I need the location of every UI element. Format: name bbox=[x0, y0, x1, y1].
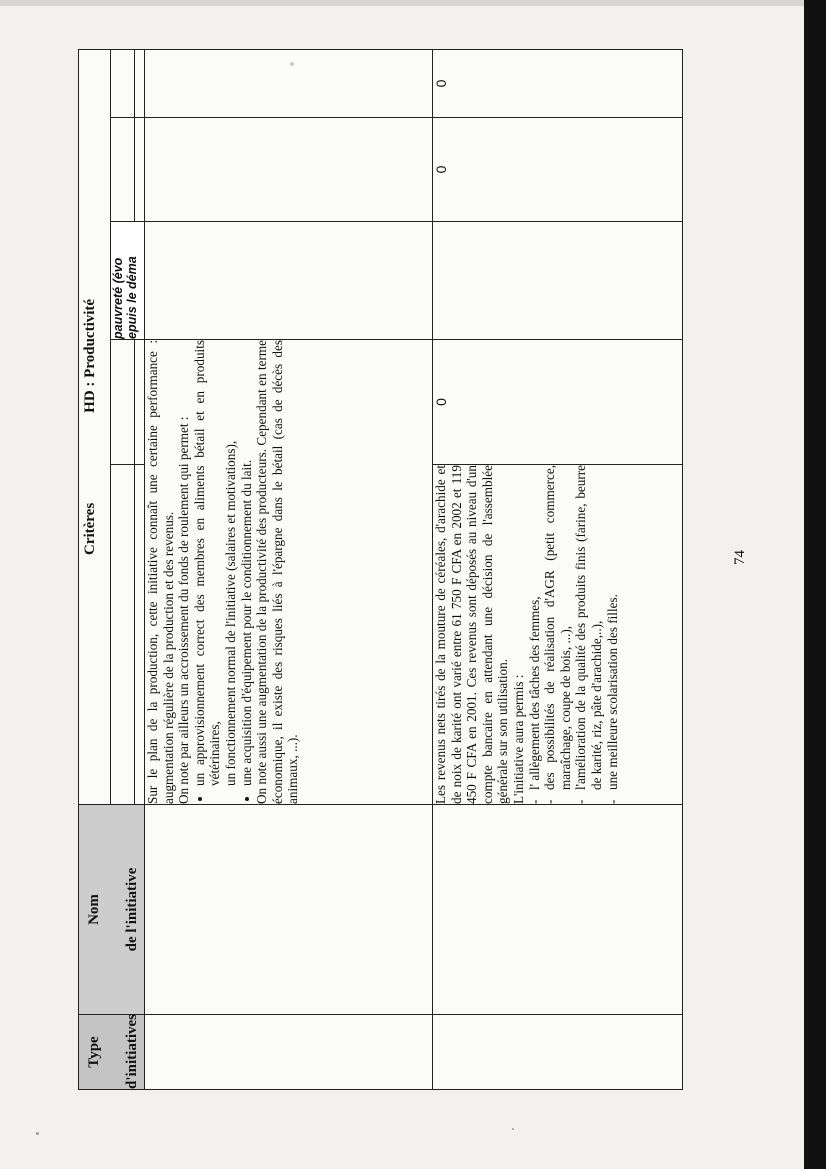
row1-col-b bbox=[145, 118, 433, 222]
row2-type-cell bbox=[433, 1015, 683, 1090]
subheader-blank-3 bbox=[111, 118, 135, 222]
criteria-table bbox=[78, 49, 683, 1090]
header-name bbox=[79, 805, 145, 1015]
row2-col-a bbox=[433, 222, 683, 340]
row2-description bbox=[433, 465, 683, 805]
row1-name-cell bbox=[145, 805, 433, 1015]
subheader-blank-1 bbox=[111, 465, 135, 805]
row2-dash-1: - l' allègement des tâches des femmes, bbox=[527, 465, 543, 790]
subheader-blank-4 bbox=[111, 49, 135, 117]
scan-speck bbox=[512, 1128, 514, 1130]
row2-name-cell bbox=[433, 805, 683, 1015]
row1-bullet-2: • une acquisition d'équipement pour le conditionnement du lait. bbox=[239, 340, 255, 786]
subheader-poverty-line2: epuis le déma bbox=[125, 256, 139, 339]
subheader-poverty-line1: pauvreté (évo bbox=[111, 257, 125, 339]
row2-dash-4: - une meilleure scolarisation des filles. bbox=[605, 465, 621, 790]
subheader-poverty bbox=[111, 222, 145, 340]
row2-dash-3: - l'amélioration de la qualité des produits finis (farine, beurre de karité, riz, pâte d'arachide,..), bbox=[573, 465, 604, 790]
row1-bullet-1: • un approvisionnement correct des membres en aliments bétail et en produits vétérinaires, bbox=[192, 340, 223, 786]
scan-right-edge bbox=[804, 0, 826, 1169]
row1-paragraph-1: Sur le plan de la production, cette initiative connaît une certaine performance : augmentation régulière de la production et des revenus. bbox=[145, 340, 176, 804]
row1-col-c bbox=[145, 49, 433, 117]
scan-speck bbox=[36, 1132, 39, 1135]
scan-speck bbox=[290, 62, 294, 66]
row1-type-cell bbox=[145, 1015, 433, 1090]
scan-top-edge bbox=[0, 0, 826, 6]
header-type-line1: Type bbox=[86, 1036, 102, 1068]
header-name-line2: de l'initiative bbox=[124, 867, 140, 952]
subheader-blank-2 bbox=[111, 340, 135, 465]
header-hd-label: HD : Productivité bbox=[82, 298, 98, 413]
row1-paragraph-2: On note par ailleurs un accroissement du fonds de roulement qui permet : bbox=[176, 416, 192, 804]
page-number: 74 bbox=[732, 550, 748, 565]
header-type-line2: d'initiatives bbox=[124, 1013, 140, 1089]
row2-value-3: 0 bbox=[433, 49, 683, 117]
row1-paragraph-3: On note aussi une augmentation de la productivité des producteurs. Cependant en terme économique, il existe des risques liés à l'épargne dans le bétail (cas de décès des animaux, ...). bbox=[254, 340, 301, 804]
header-name-line1: Nom bbox=[86, 894, 102, 925]
row1-col-a bbox=[145, 222, 433, 340]
header-criteria-label: Critères bbox=[82, 502, 98, 556]
rotated-page bbox=[78, 50, 683, 1090]
row2-paragraph-2: L'initiative aura permis : bbox=[510, 674, 526, 804]
row2-paragraph-1: Les revenus nets tirés de la mouture de céréales, d'arachide et de noix de karité ont varié entre 61 750 F CFA en 2002 et 119 450 F CFA en 2001. Ces revenus sont déposés au niveau d'un compte bancaire en attendant une décision de l'assemblée générale sur son utilisation. bbox=[433, 465, 511, 804]
header-type bbox=[79, 1015, 145, 1090]
row2-value-2: 0 bbox=[433, 118, 683, 222]
row2-dash-2: - des possibilités de réalisation d'AGR (petit commerce, maraîchage, coupe de bois, ...), bbox=[542, 465, 573, 790]
header-criteria bbox=[79, 49, 111, 804]
row1-bullet-1b: un fonctionnement normal de l'initiative (salaires et motivations), bbox=[222, 440, 238, 786]
row1-description bbox=[145, 340, 433, 805]
row2-value-1: 0 bbox=[433, 340, 683, 465]
